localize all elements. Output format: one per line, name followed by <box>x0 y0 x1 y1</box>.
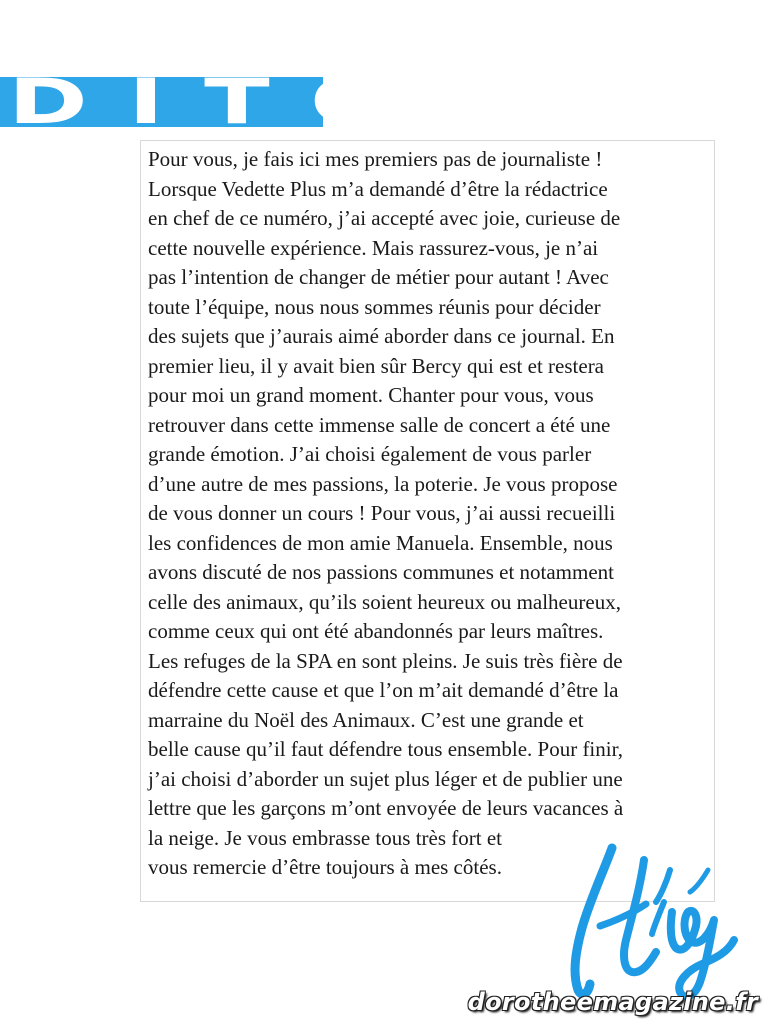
article-line: celle des animaux, qu’ils soient heureux ou malheureux, <box>148 589 621 614</box>
article-line: avons discuté de nos passions communes et notamment <box>148 560 615 584</box>
article-body <box>148 145 713 883</box>
article-line: Les refuges de la SPA en sont pleins. Je suis très fière de <box>148 648 623 673</box>
article-line: en chef de ce numéro, j’ai accepté avec joie, curieuse de <box>148 206 621 230</box>
article-line: pas l’intention de changer de métier pour autant ! Avec <box>148 265 609 289</box>
article-line: comme ceux qui ont été abandonnés par leurs maîtres. <box>148 619 604 643</box>
article-line: cette nouvelle expérience. Mais rassurez-vous, je n’ai <box>148 235 599 260</box>
article-line: la neige. Je vous embrasse tous très fort et <box>148 825 502 850</box>
section-title: DITO <box>8 65 432 138</box>
article-line: défendre cette cause et que l’on m’ait demandé d’être la <box>148 678 619 702</box>
site-watermark: dorotheemagazine.fr <box>467 988 758 1016</box>
article-line: lettre que les garçons m’ont envoyée de leurs vacances à <box>148 796 624 820</box>
article-line: des sujets que j’aurais aimé aborder dans ce journal. En <box>148 324 615 348</box>
article-line: d’une autre de mes passions, la poterie. Je vous propose <box>148 471 618 496</box>
article-box <box>140 140 715 902</box>
handwritten-signature <box>560 830 745 1005</box>
article-line: Pour vous, je fais ici mes premiers pas de journaliste ! <box>148 147 603 171</box>
article-line: vous remercie d’être toujours à mes côtés. <box>148 855 502 879</box>
article-line: Lorsque Vedette Plus m’a demandé d’être la rédactrice <box>148 176 608 201</box>
article-line: de vous donner un cours ! Pour vous, j’ai aussi recueilli <box>148 501 616 525</box>
article-line: grande émotion. J’ai choisi également de vous parler <box>148 442 592 466</box>
article-line: toute l’équipe, nous nous sommes réunis pour décider <box>148 294 601 319</box>
article-line: j’ai choisi d’aborder un sujet plus léger et de publier une <box>148 766 623 791</box>
article-line: premier lieu, il y avait bien sûr Bercy qui est et restera <box>148 353 605 378</box>
article-line: belle cause qu’il faut défendre tous ensemble. Pour finir, <box>148 737 624 761</box>
article-line: les confidences de mon amie Manuela. Ensemble, nous <box>148 530 613 555</box>
article-line: pour moi un grand moment. Chanter pour vous, vous <box>148 383 594 407</box>
article-line: marraine du Noël des Animaux. C’est une grande et <box>148 707 584 732</box>
article-line: retrouver dans cette immense salle de concert a été une <box>148 412 611 437</box>
